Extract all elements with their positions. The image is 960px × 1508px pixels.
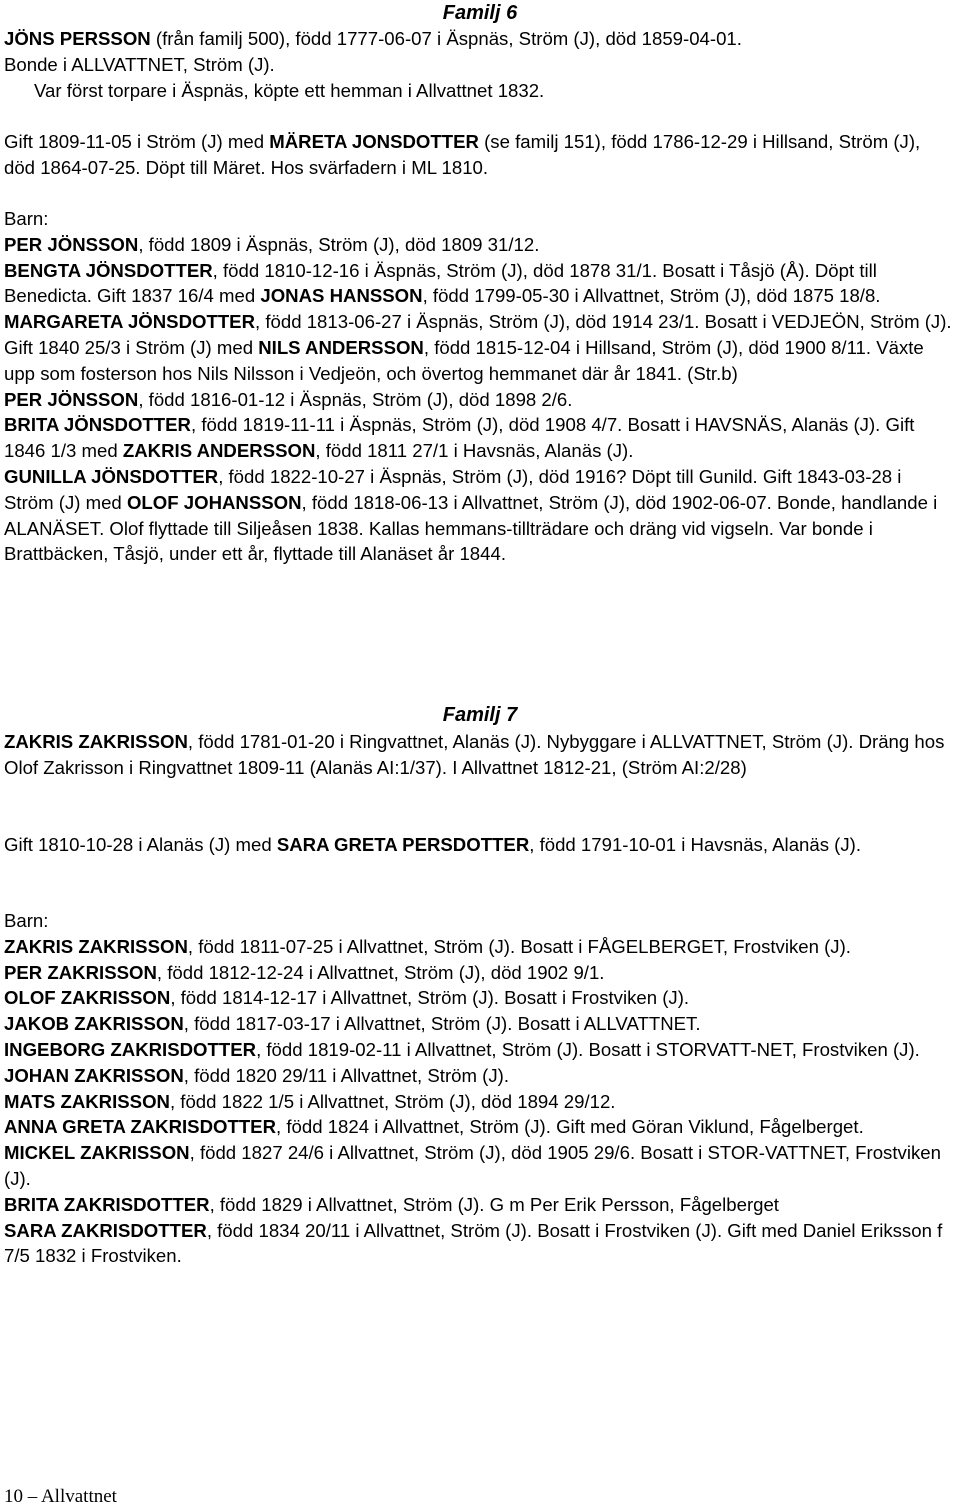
spouse-name: SARA GRETA PERSDOTTER [276,834,530,855]
child-name: BRITA JÖNSDOTTER [4,414,191,436]
child-details: , född 1811-07-25 i Allvattnet, Ström (J). Bosatt i FÅGELBERGET, Frostviken (J). [187,935,851,957]
family-7-head-record [4,729,954,781]
marriage-text: Gift 1810-10-28 i Alanäs (J) med [4,834,277,855]
child-name: PER JÖNSSON [4,388,139,410]
child-details: , född 1820 29/11 i Allvattnet, Ström (J). [183,1064,509,1086]
child-entry [4,1011,954,1037]
child-name: ZAKRIS ZAKRISSON [4,935,188,957]
child-name: BRITA ZAKRISDOTTER [4,1193,210,1215]
marriage-details: , född 1791-10-01 i Havsnäs, Alanäs (J). [529,834,862,855]
child-entry [4,309,954,386]
child-name: JOHAN ZAKRISSON [4,1064,184,1086]
family-6-children [4,206,954,567]
family-7-children [4,908,954,1269]
child-entry [4,464,954,567]
child-spouse-name: ZAKRIS ANDERSSON [122,440,316,462]
child-details: , född 1824 i Allvattnet, Ström (J). Gift med Göran Viklund, Fågelberget. [276,1116,864,1138]
head-occupation: Bonde i ALLVATTNET, Ström (J). [4,53,275,75]
page-footer [4,1486,117,1508]
family-6-heading: Familj 6 [442,2,518,24]
child-name: MICKEL ZAKRISSON [4,1142,190,1164]
child-details: , född 1819-02-11 i Allvattnet, Ström (J). Bosatt i STORVATT-NET, Frostviken (J). [256,1038,920,1060]
child-name: MARGARETA JÖNSDOTTER [4,311,256,333]
child-entry [4,985,954,1011]
child-name: OLOF ZAKRISSON [4,987,171,1009]
child-name: ANNA GRETA ZAKRISDOTTER [4,1116,277,1138]
child-entry [4,1140,954,1192]
child-details: , född 1813-06-27 i Äspnäs, Ström (J), död 1914 23/1. Bosatt i VEDJEÖN, Ström (J). Gift 1840 25/3 i Ström (J) med [4,311,952,358]
child-entry [4,934,954,960]
child-details: , född 1812-12-24 i Allvattnet, Ström (J), död 1902 9/1. [156,961,605,983]
child-entry [4,1218,954,1270]
head-details: (från familj 500), född 1777-06-07 i Äspnäs, Ström (J), död 1859-04-01. [150,28,742,49]
section-name: Allvattnet [40,1486,117,1507]
head-details: , född 1781-01-20 i Ringvattnet, Alanäs (J). Nybyggare i ALLVATTNET, Ström (J). Dräng hos Olof Zakrisson i Ringvattnet 1809-11 (Alanäs AI:1/37). I Allvattnet 1812-21, (Ström AI:2/28) [4,731,945,778]
family-7-marriage [4,832,954,858]
child-entry [4,412,954,464]
child-spouse-details: , född 1818-06-13 i Allvattnet, Ström (J), död 1902-06-07. Bonde, handlande i ALANÄSET. Olof flyttade till Siljeåsen 1838. Kallas hemmans-tillträdare och dräng vid vigseln. Var bonde i Brattbäcken, Tåsjö, under ett år, flyttade till Alanäset år 1844. [4,491,938,565]
head-name: JÖNS PERSSON [4,28,151,49]
marriage-details: (se familj 151), född 1786-12-29 i Hillsand, Ström (J), död 1864-07-25. Döpt till Märet. Hos svärfadern i ML 1810. [4,131,921,178]
child-spouse-name: NILS ANDERSSON [258,336,424,358]
family-7-heading: Familj 7 [442,704,518,726]
child-spouse-name: OLOF JOHANSSON [126,491,302,513]
child-details: , född 1814-12-17 i Allvattnet, Ström (J). Bosatt i Frostviken (J). [170,987,690,1009]
child-entry [4,387,954,413]
child-name: GUNILLA JÖNSDOTTER [4,465,219,487]
page-number: 10 [4,1486,23,1507]
child-entry [4,1089,954,1115]
child-details: , född 1817-03-17 i Allvattnet, Ström (J). Bosatt i ALLVATTNET. [183,1013,701,1035]
child-entry [4,1063,954,1089]
child-details: , född 1819-11-11 i Äspnäs, Ström (J), död 1908 4/7. Bosatt i HAVSNÄS, Alanäs (J). Gift 1846 1/3 med [4,414,915,462]
child-name: JAKOB ZAKRISSON [4,1013,184,1035]
marriage-text: Gift 1809-11-05 i Ström (J) med [4,131,270,152]
child-spouse-name: JONAS HANSSON [260,285,423,307]
child-details: , född 1829 i Allvattnet, Ström (J). G m Per Erik Persson, Fågelberget [209,1193,779,1215]
child-name: PER ZAKRISSON [4,961,157,983]
barn-label: Barn: [4,910,49,931]
child-entry [4,960,954,986]
family-6-head-record [4,26,954,103]
child-spouse-details: , född 1799-05-30 i Allvattnet, Ström (J), död 1875 18/8. [422,285,881,307]
child-name: PER JÖNSSON [4,233,139,255]
child-details: , född 1822 1/5 i Allvattnet, Ström (J), död 1894 29/12. [169,1090,616,1112]
footer-dash: – [23,1486,41,1507]
child-details: , född 1809 i Äspnäs, Ström (J), död 1809 31/12. [138,233,540,255]
child-details: , född 1834 20/11 i Allvattnet, Ström (J). Bosatt i Frostviken (J). Gift med Daniel Eriksson f 7/5 1832 i Frostviken. [4,1219,943,1267]
child-name: INGEBORG ZAKRISDOTTER [4,1038,257,1060]
spouse-name: MÄRETA JONSDOTTER [269,131,479,152]
child-details: , född 1816-01-12 i Äspnäs, Ström (J), död 1898 2/6. [138,388,573,410]
child-name: MATS ZAKRISSON [4,1090,170,1112]
child-details: , född 1822-10-27 i Äspnäs, Ström (J), död 1916? Döpt till Gunild. Gift 1843-03-28 i Ström (J) med [4,465,902,513]
head-name: ZAKRIS ZAKRISSON [4,731,188,752]
child-name: SARA ZAKRISDOTTER [4,1219,207,1241]
head-note: Var först torpare i Äspnäs, köpte ett hemman i Allvattnet 1832. [34,79,545,101]
child-entry [4,1114,954,1140]
child-spouse-details: , född 1815-12-04 i Hillsand, Ström (J), död 1900 8/11. Växte upp som fosterson hos Nils Nilsson i Vedjeön, och övertog hemmanet där år 1841. (Str.b) [4,336,924,384]
child-name: BENGTA JÖNSDOTTER [4,259,213,281]
barn-label: Barn: [4,208,49,229]
child-entry [4,232,954,258]
child-entry [4,258,954,310]
family-6-marriage [4,129,954,181]
child-details: , född 1810-12-16 i Äspnäs, Ström (J), död 1878 31/1. Bosatt i Tåsjö (Å). Döpt till Benedicta. Gift 1837 16/4 med [4,259,877,307]
child-entry [4,1037,954,1063]
child-spouse-details: , född 1811 27/1 i Havsnäs, Alanäs (J). [315,440,634,462]
child-details: , född 1827 24/6 i Allvattnet, Ström (J), död 1905 29/6. Bosatt i STOR-VATTNET, Frostviken (J). [4,1142,941,1189]
child-entry [4,1192,954,1218]
